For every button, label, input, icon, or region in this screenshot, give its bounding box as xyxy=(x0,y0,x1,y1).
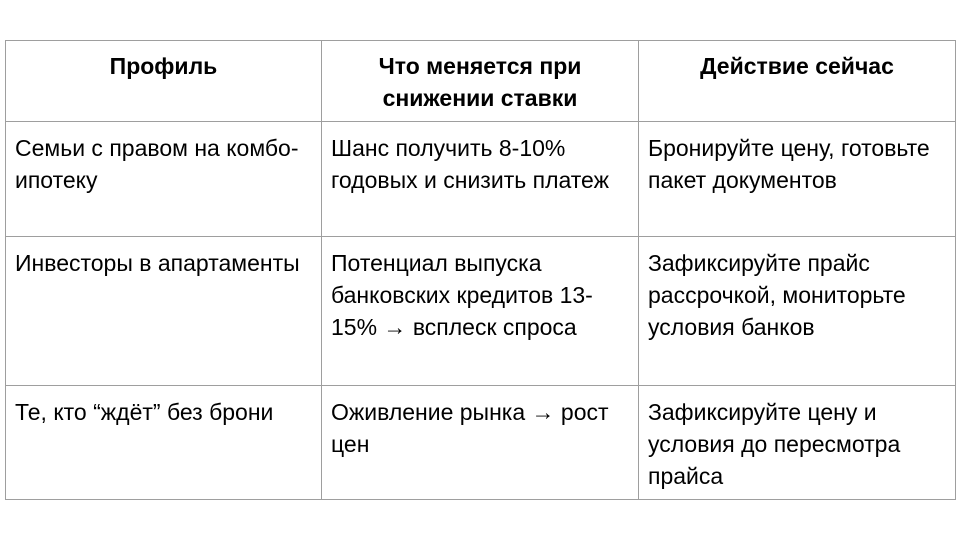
table-row xyxy=(6,386,956,500)
cell-what-changes: Оживление рынка → рост цен xyxy=(322,386,639,500)
cell-what-changes: Потенциал выпуска банковских кредитов 13-15% → всплеск спроса xyxy=(322,237,639,386)
comparison-table xyxy=(5,40,956,500)
header-action-now: Действие сейчас xyxy=(639,41,956,122)
table-row xyxy=(6,122,956,237)
header-what-changes: Что меняется при снижении ставки xyxy=(322,41,639,122)
cell-what-changes: Шанс получить 8-10% годовых и снизить платеж xyxy=(322,122,639,237)
cell-profile: Инвесторы в апартаменты xyxy=(6,237,322,386)
cell-action-now: Зафиксируйте прайс рассрочкой, мониторьте условия банков xyxy=(639,237,956,386)
cell-profile: Семьи с правом на комбо-ипотеку xyxy=(6,122,322,237)
header-profile: Профиль xyxy=(6,41,322,122)
cell-action-now: Зафиксируйте цену и условия до пересмотра прайса xyxy=(639,386,956,500)
cell-profile: Те, кто “ждёт” без брони xyxy=(6,386,322,500)
table-row xyxy=(6,237,956,386)
cell-action-now: Бронируйте цену, готовьте пакет документов xyxy=(639,122,956,237)
table-header-row xyxy=(6,41,956,122)
